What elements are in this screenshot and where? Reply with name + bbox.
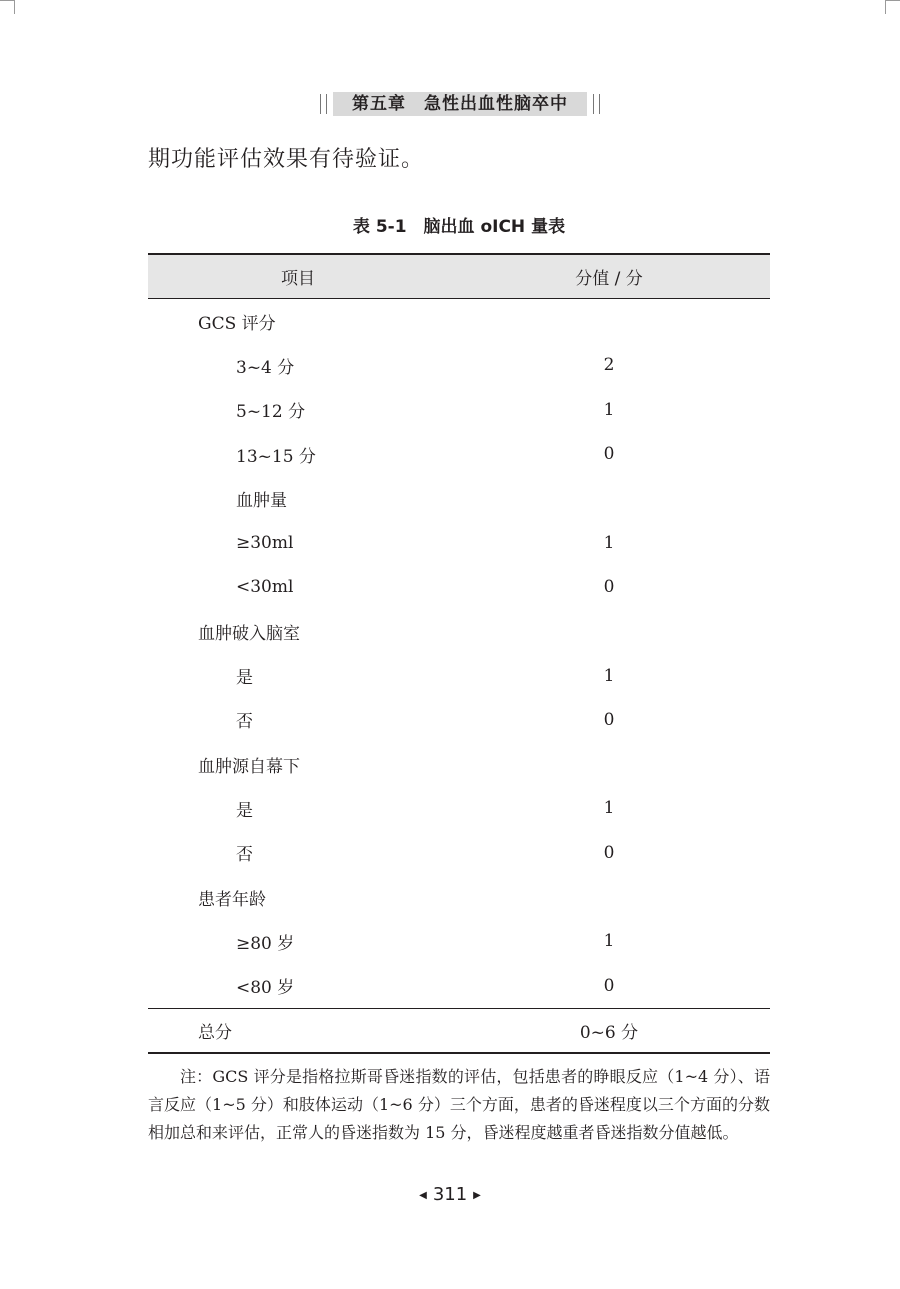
lead-paragraph: 期功能评估效果有待验证。 — [148, 147, 425, 172]
table-row — [148, 343, 770, 387]
row-score: 0 — [603, 975, 615, 996]
table-caption: 表 5-1 脑出血 oICH 量表 — [352, 217, 566, 237]
table-total-row — [148, 1009, 770, 1052]
table-row — [148, 653, 770, 697]
row-item: 13~15 分 — [236, 446, 316, 467]
page-number — [0, 1184, 900, 1205]
table-row — [148, 963, 770, 1007]
running-header-title: 第五章 急性出血性脑卒中 — [333, 92, 587, 116]
table-header-row — [148, 255, 770, 298]
table-note: 注：GCS 评分是指格拉斯哥昏迷指数的评估，包括患者的睁眼反应（1~4 分）、语言反应（1~5 分）和肢体运动（1~6 分）三个方面，患者的昏迷程度以三个方面的分数相加总和来评估，正常人的昏迷指数为 15 分，昏迷程度越重者昏迷指数分值越低。 — [148, 1067, 770, 1142]
header-rule-right-inner — [593, 94, 594, 114]
row-item: 3~4 分 — [236, 357, 295, 378]
table-row — [148, 432, 770, 476]
crop-mark-right-v — [885, 0, 886, 14]
crop-mark-left — [0, 0, 14, 1]
table-row — [148, 875, 770, 919]
table-body — [148, 299, 770, 1008]
row-item: <30ml — [236, 576, 294, 597]
row-score: 1 — [603, 532, 615, 553]
row-item: ≥80 岁 — [236, 933, 295, 954]
header-score: 分值 / 分 — [575, 269, 643, 289]
row-item: 否 — [236, 712, 253, 733]
page-number-text: 311 — [432, 1184, 468, 1205]
row-item: 是 — [236, 668, 253, 689]
row-score: 1 — [603, 665, 615, 686]
table-row — [148, 742, 770, 786]
right-triangle-icon: ▶ — [473, 1189, 481, 1201]
table-row — [148, 565, 770, 609]
table-row — [148, 476, 770, 520]
crop-mark-right — [886, 0, 900, 1]
crop-mark-left-v — [14, 0, 15, 14]
row-item: <80 岁 — [236, 978, 295, 999]
table-row — [148, 698, 770, 742]
row-item: 5~12 分 — [236, 402, 306, 423]
header-rule-right — [599, 94, 600, 114]
table-bottom-rule — [148, 1052, 770, 1054]
total-label: 总分 — [198, 1022, 232, 1043]
table-row — [148, 786, 770, 830]
row-score: 0 — [603, 842, 615, 863]
row-score: 1 — [603, 399, 615, 420]
left-triangle-icon: ◀ — [419, 1189, 427, 1201]
row-score: 0 — [603, 709, 615, 730]
header-rule-left — [320, 94, 321, 114]
row-item: 血肿破入脑室 — [198, 623, 300, 644]
table-row — [148, 388, 770, 432]
row-score: 2 — [603, 355, 615, 376]
row-item: 血肿源自幕下 — [198, 756, 300, 777]
row-score: 0 — [603, 576, 615, 597]
row-score: 1 — [603, 798, 615, 819]
row-item: 否 — [236, 845, 253, 866]
oich-scale-table — [148, 253, 770, 1054]
row-item: 是 — [236, 800, 253, 821]
running-header — [320, 92, 600, 116]
row-item: GCS 评分 — [198, 313, 276, 334]
row-score: 0 — [603, 444, 615, 465]
header-rule-left-inner — [326, 94, 327, 114]
table-row — [148, 520, 770, 564]
row-item: 血肿量 — [236, 490, 287, 511]
table-row — [148, 609, 770, 653]
row-item: ≥30ml — [236, 532, 294, 553]
table-row — [148, 919, 770, 963]
row-item: 患者年龄 — [198, 889, 266, 910]
total-score: 0~6 分 — [579, 1022, 639, 1043]
header-item: 项目 — [281, 269, 315, 289]
table-row — [148, 299, 770, 343]
table-row — [148, 831, 770, 875]
row-score: 1 — [603, 931, 615, 952]
